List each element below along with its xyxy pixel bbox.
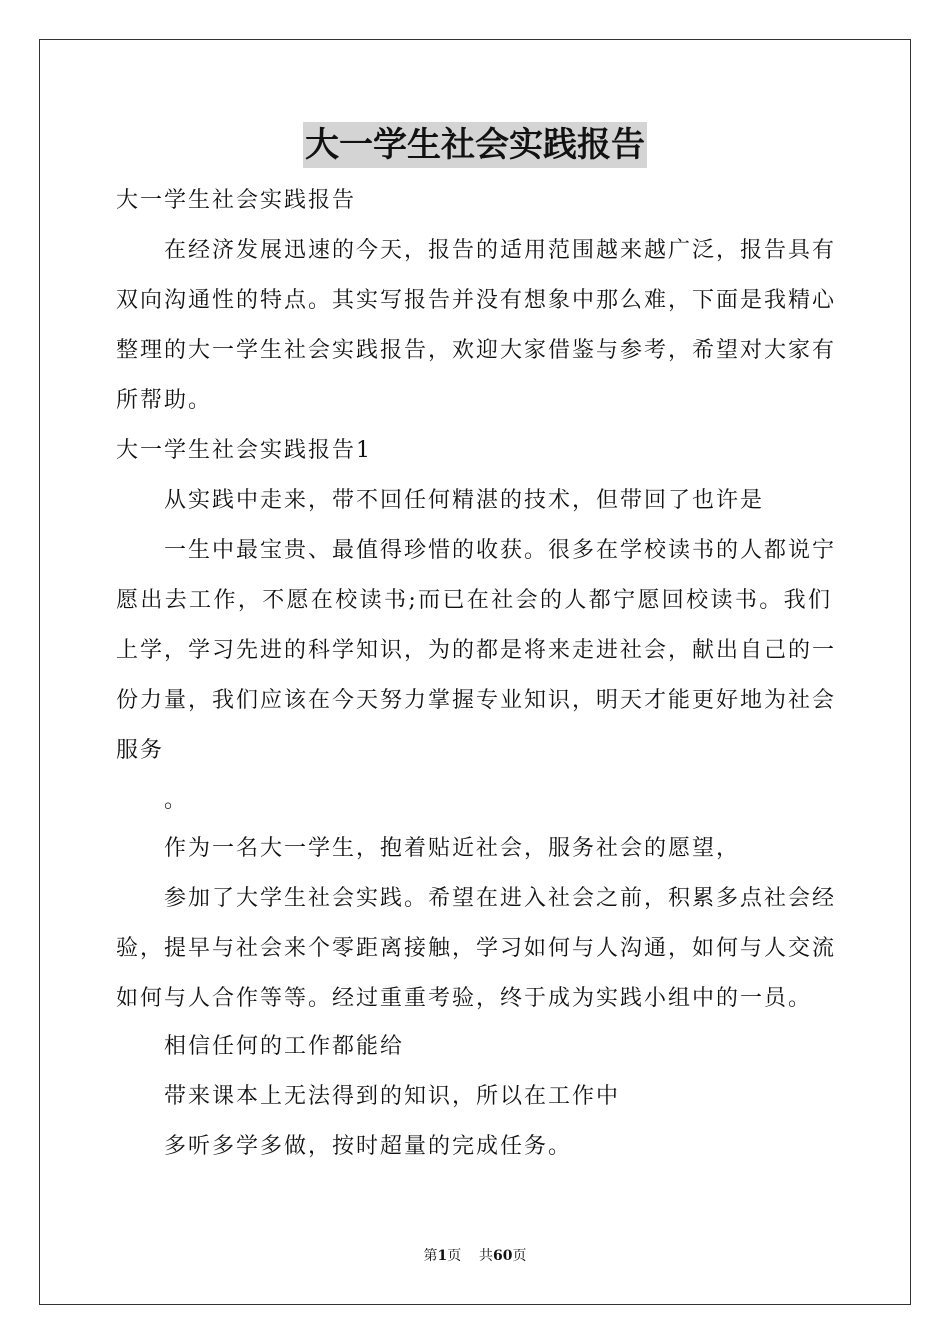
paragraph-line: 验，提早与社会来个零距离接触，学习如何与人沟通，如何与人交流 xyxy=(116,936,837,961)
page-footer xyxy=(0,1246,950,1266)
paragraph-line: 上学，学习先进的科学知识，为的都是将来走进社会，献出自己的一 xyxy=(116,638,837,663)
paragraph-line: 双向沟通性的特点。其实写报告并没有想象中那么难，下面是我精心 xyxy=(116,288,837,313)
paragraph-line: 所帮助。 xyxy=(116,388,213,413)
page-border xyxy=(39,39,911,1305)
document-title: 大一学生社会实践报告 xyxy=(303,122,647,168)
paragraph-line: 从实践中走来，带不回任何精湛的技术，但带回了也许是 xyxy=(164,488,765,513)
paragraph-line: 服务 xyxy=(116,738,165,763)
paragraph-line: 带来课本上无法得到的知识，所以在工作中 xyxy=(164,1084,621,1109)
page-prefix: 第 xyxy=(423,1248,438,1264)
page-number: 1 xyxy=(437,1248,448,1264)
section-heading: 大一学生社会实践报告1 xyxy=(116,438,372,463)
paragraph-line: 多听多学多做，按时超量的完成任务。 xyxy=(164,1134,573,1159)
paragraph-line: 如何与人合作等等。经过重重考验，终于成为实践小组中的一员。 xyxy=(116,986,813,1011)
total-prefix: 共 xyxy=(479,1248,494,1264)
paragraph-line: 。 xyxy=(164,788,189,813)
total-pages: 60 xyxy=(493,1248,513,1264)
paragraph-line: 整理的大一学生社会实践报告，欢迎大家借鉴与参考，希望对大家有 xyxy=(116,338,837,363)
total-suffix: 页 xyxy=(512,1248,527,1264)
subtitle-line: 大一学生社会实践报告 xyxy=(116,188,357,213)
page-suffix: 页 xyxy=(447,1248,462,1264)
paragraph-line: 相信任何的工作都能给 xyxy=(164,1034,405,1059)
paragraph-line: 在经济发展迅速的今天，报告的适用范围越来越广泛，报告具有 xyxy=(164,238,837,263)
paragraph-line: 份力量，我们应该在今天努力掌握专业知识，明天才能更好地为社会 xyxy=(116,688,837,713)
title-container xyxy=(0,122,950,168)
paragraph-line: 参加了大学生社会实践。希望在进入社会之前，积累多点社会经 xyxy=(164,886,837,911)
paragraph-line: 作为一名大一学生，抱着贴近社会，服务社会的愿望， xyxy=(164,836,741,861)
paragraph-line: 一生中最宝贵、最值得珍惜的收获。很多在学校读书的人都说宁 xyxy=(164,538,837,563)
paragraph-line: 愿出去工作，不愿在校读书;而已在社会的人都宁愿回校读书。我们 xyxy=(116,588,832,613)
